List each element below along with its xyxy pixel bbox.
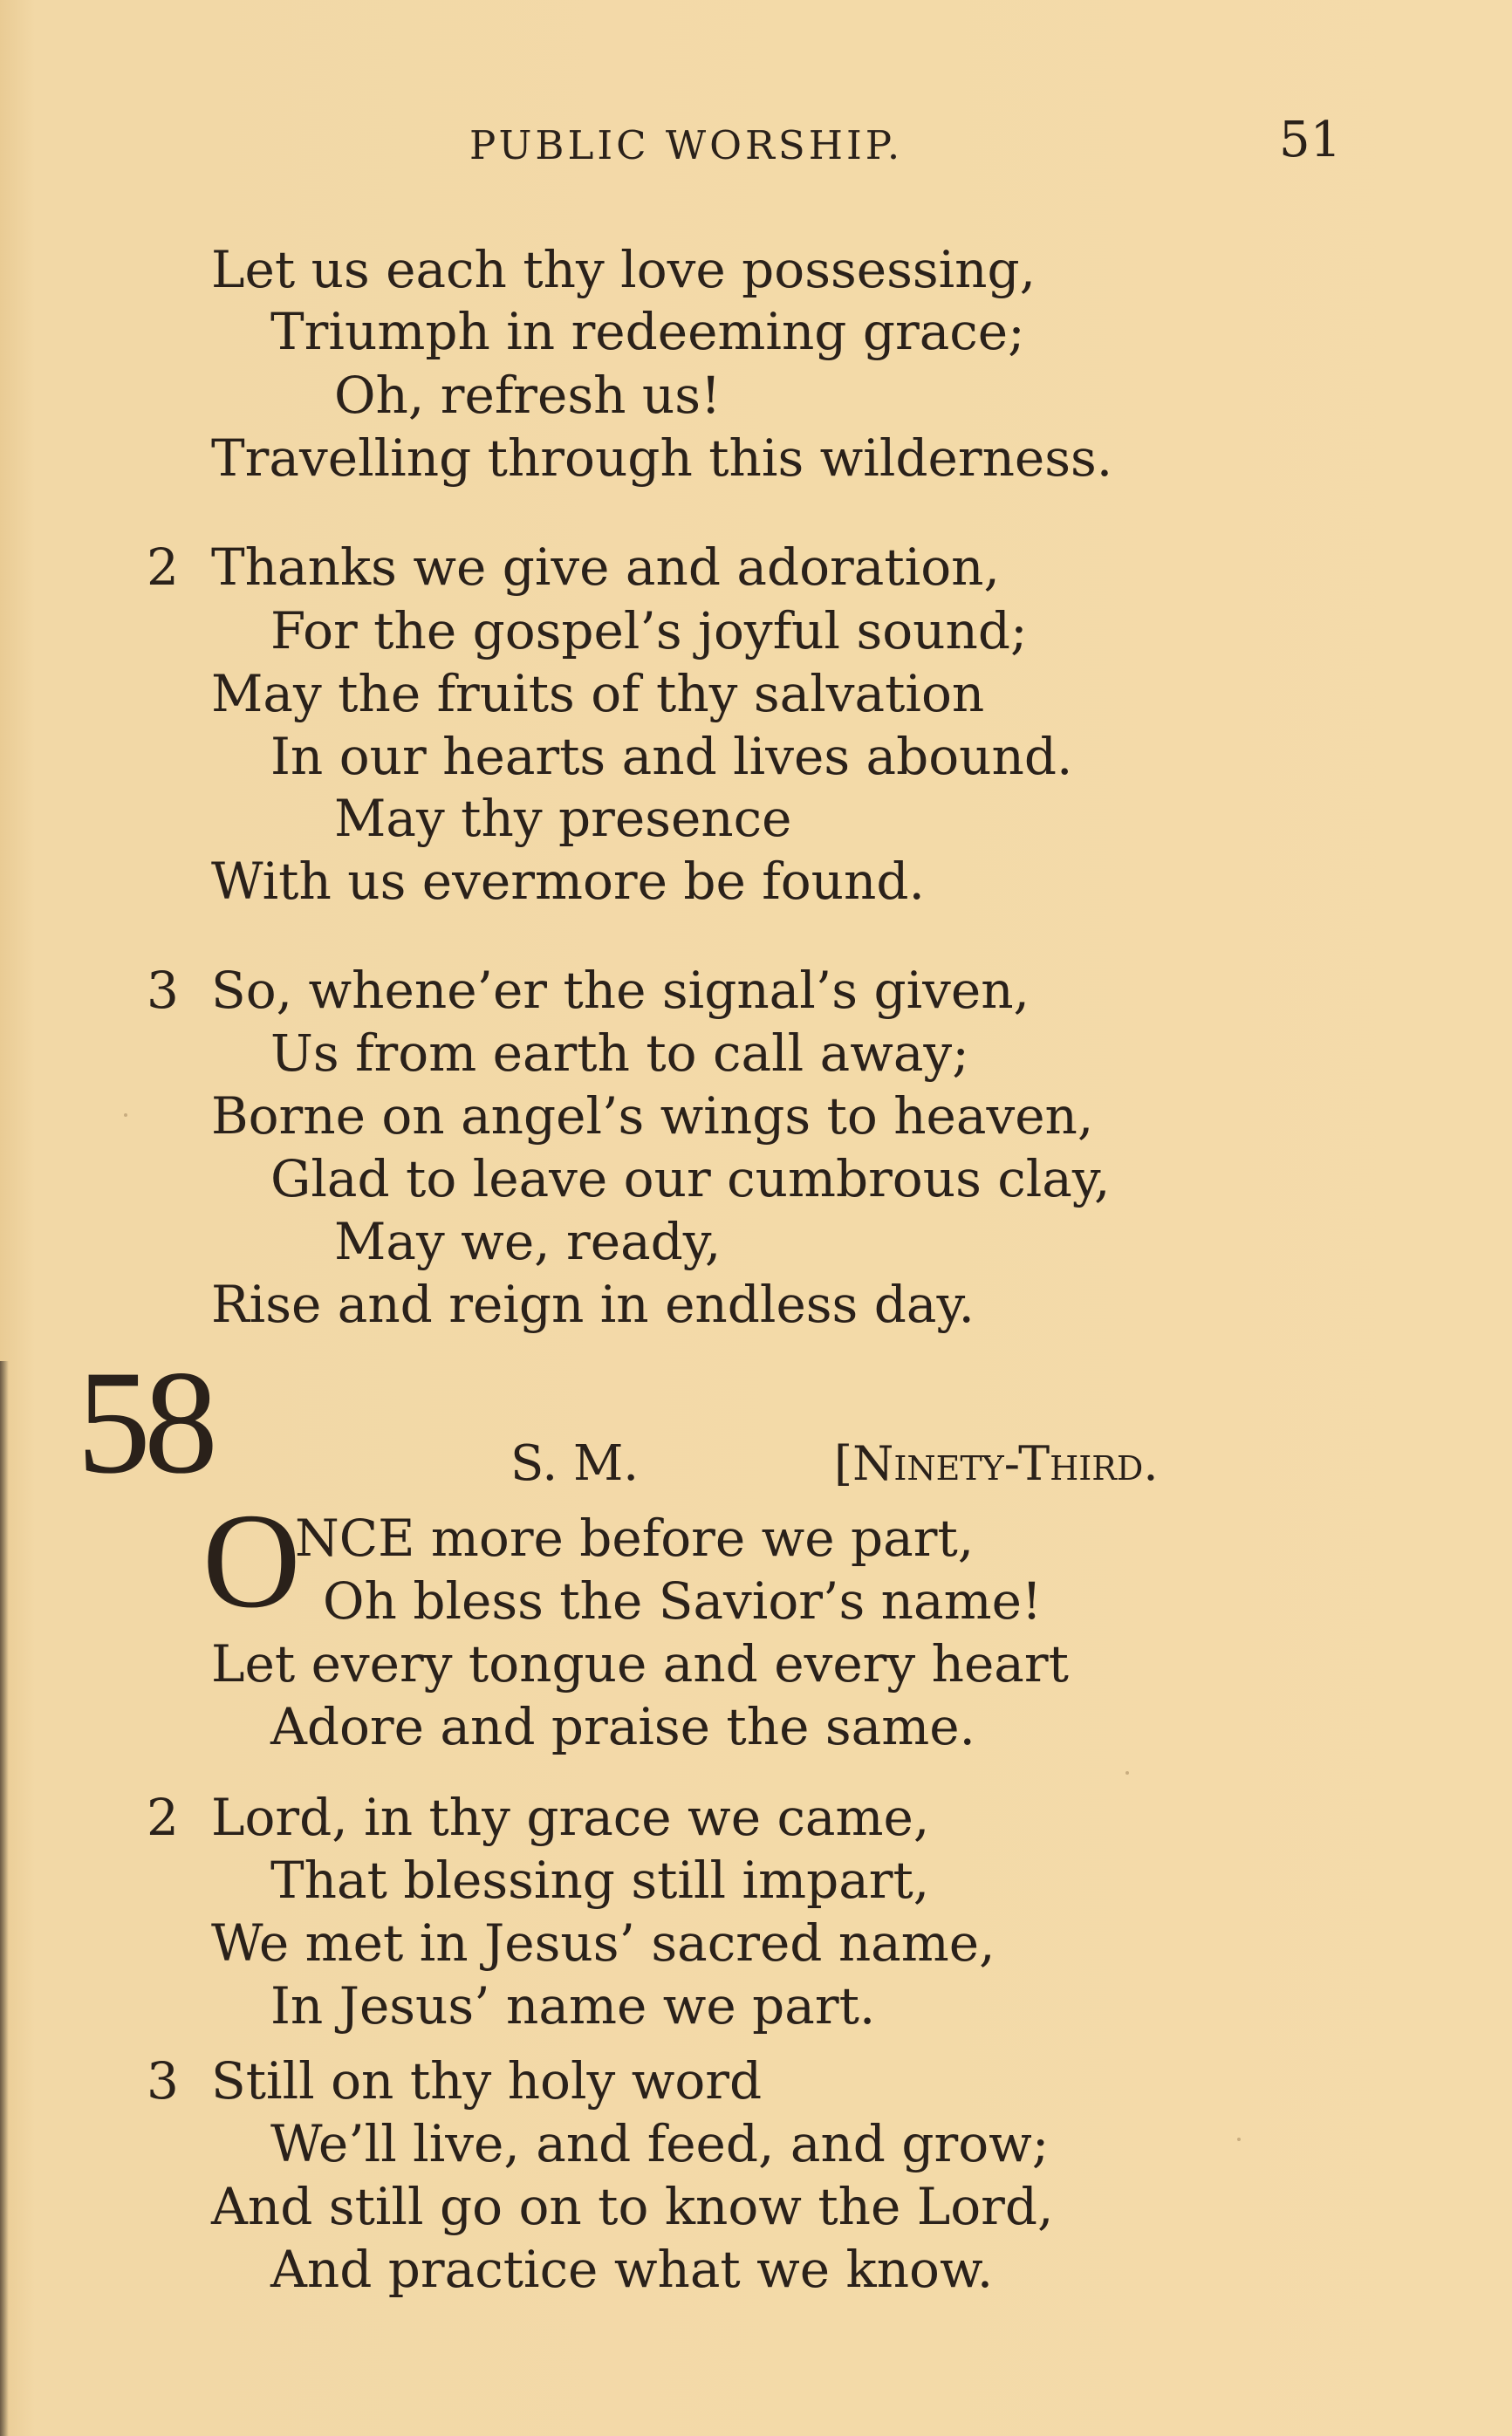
- hymn58-verse1-line-2: Oh bless the Savior’s name!: [323, 1571, 1043, 1631]
- paper-speck: [1237, 2138, 1241, 2141]
- hymn58-verse-number-3: 3: [147, 2051, 179, 2111]
- paper-speck: [124, 1113, 127, 1117]
- hymn58-verse2-line-3: We met in Jesus’ sacred name,: [211, 1913, 995, 1973]
- hymn58-verse3-line-4: And practice what we know.: [270, 2240, 994, 2299]
- hymn58-verse1-line-3: Let every tongue and every heart: [211, 1634, 1069, 1694]
- verse3-line-1: So, whene’er the signal’s given,: [211, 961, 1030, 1020]
- hymn58-verse-number-2: 2: [147, 1788, 179, 1847]
- hymn-number: 58: [77, 1340, 211, 1504]
- verse2-line-1: Thanks we give and adoration,: [211, 537, 1000, 597]
- verse3-line-4: Glad to leave our cumbrous clay,: [270, 1149, 1111, 1208]
- hymn58-verse2-line-4: In Jesus’ name we part.: [270, 1976, 876, 2036]
- binding-edge: [0, 1361, 9, 2436]
- hymn58-verse3-line-2: We’ll live, and feed, and grow;: [270, 2114, 1050, 2173]
- continuation-line-2: Triumph in redeeming grace;: [270, 302, 1025, 361]
- verse2-line-3: May the fruits of thy salvation: [211, 664, 985, 723]
- verse3-line-3: Borne on angel’s wings to heaven,: [211, 1086, 1094, 1146]
- verse3-line-6: Rise and reign in endless day.: [211, 1275, 975, 1334]
- page-number: 51: [1279, 112, 1342, 168]
- hymn58-verse3-line-1: Still on thy holy word: [211, 2051, 763, 2111]
- hymn58-verse2-line-2: That blessing still impart,: [270, 1851, 930, 1910]
- hymn-tune: [Ninety-Third.: [834, 1436, 1159, 1491]
- hymn58-verse2-line-1: Lord, in thy grace we came,: [211, 1788, 930, 1847]
- verse2-line-4: In our hearts and lives abound.: [270, 727, 1073, 786]
- drop-cap: O: [202, 1485, 301, 1636]
- continuation-line-1: Let us each thy love possessing,: [211, 240, 1037, 299]
- verse3-line-2: Us from earth to call away;: [270, 1023, 969, 1083]
- hymn-meter: S. M.: [510, 1435, 640, 1492]
- verse-number-2: 2: [147, 537, 179, 597]
- paper-speck: [1125, 1771, 1129, 1775]
- hymn58-verse3-line-3: And still go on to know the Lord,: [211, 2177, 1054, 2236]
- verse2-line-6: With us evermore be found.: [211, 852, 925, 911]
- continuation-line-3: Oh, refresh us!: [334, 366, 722, 425]
- running-header: PUBLIC WORSHIP.: [469, 122, 904, 168]
- verse3-line-5: May we, ready,: [334, 1212, 722, 1271]
- continuation-line-4: Travelling through this wilderness.: [211, 428, 1113, 488]
- verse2-line-5: May thy presence: [334, 789, 792, 848]
- verse-number-3: 3: [147, 961, 179, 1020]
- hymn58-verse1-line-1: NCE more before we part,: [295, 1509, 975, 1568]
- hymn58-verse1-line-4: Adore and praise the same.: [270, 1697, 975, 1756]
- verse2-line-2: For the gospel’s joyful sound;: [270, 601, 1028, 660]
